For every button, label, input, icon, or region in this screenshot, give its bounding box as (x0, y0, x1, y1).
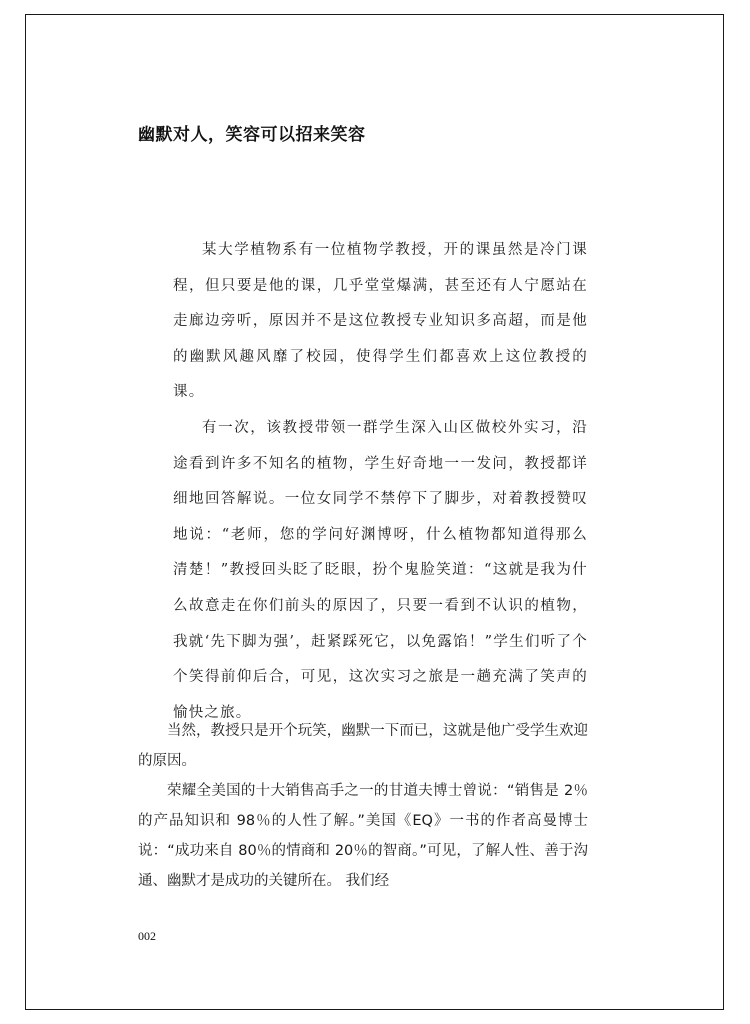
body-text (138, 716, 588, 896)
page-number: 002 (138, 929, 156, 943)
story-paragraph: 有一次，该教授带领一群学生深入山区做校外实习，沿途看到许多不知名的植物，学生好奇地一一发问，教授都详细地回答解说。一位女同学不禁停下了脚步，对着教授赞叹地说：“老师，您的学问好渊博呀，什么植物都知道得那么清楚！”教授回头眨了眨眼，扮个鬼脸笑道：“这就是我为什么故意走在你们前头的原因了，只要一看到不认识的植物，我就‘先下脚为强’，赶紧踩死它，以免露馅！”学生们听了个个笑得前仰后合，可见，这次实习之旅是一趟充满了笑声的愉快之旅。 (173, 419, 588, 721)
story-block (173, 233, 588, 731)
section-title: 幽默对人，笑容可以招来笑容 (138, 125, 366, 145)
body-paragraph: 当然，教授只是开个玩笑，幽默一下而已，这就是他广受学生欢迎的原因。 (138, 723, 588, 769)
story-paragraph: 某大学植物系有一位植物学教授，开的课虽然是冷门课程，但只要是他的课，几乎堂堂爆满，甚至还有人宁愿站在走廊边旁听，原因并不是这位教授专业知识多高超，而是他的幽默风趣风靡了校园，使得学生们都喜欢上这位教授的课。 (173, 242, 588, 401)
body-paragraph: 荣耀全美国的十大销售高手之一的甘道夫博士曾说：“销售是 2％的产品知识和 98％的人性了解。”美国《EQ》一书的作者高曼博士说：“成功来自 80％的情商和 20％的智商。”可见，了解人性、善于沟通、幽默才是成功的关键所在。 我们经 (138, 783, 588, 889)
